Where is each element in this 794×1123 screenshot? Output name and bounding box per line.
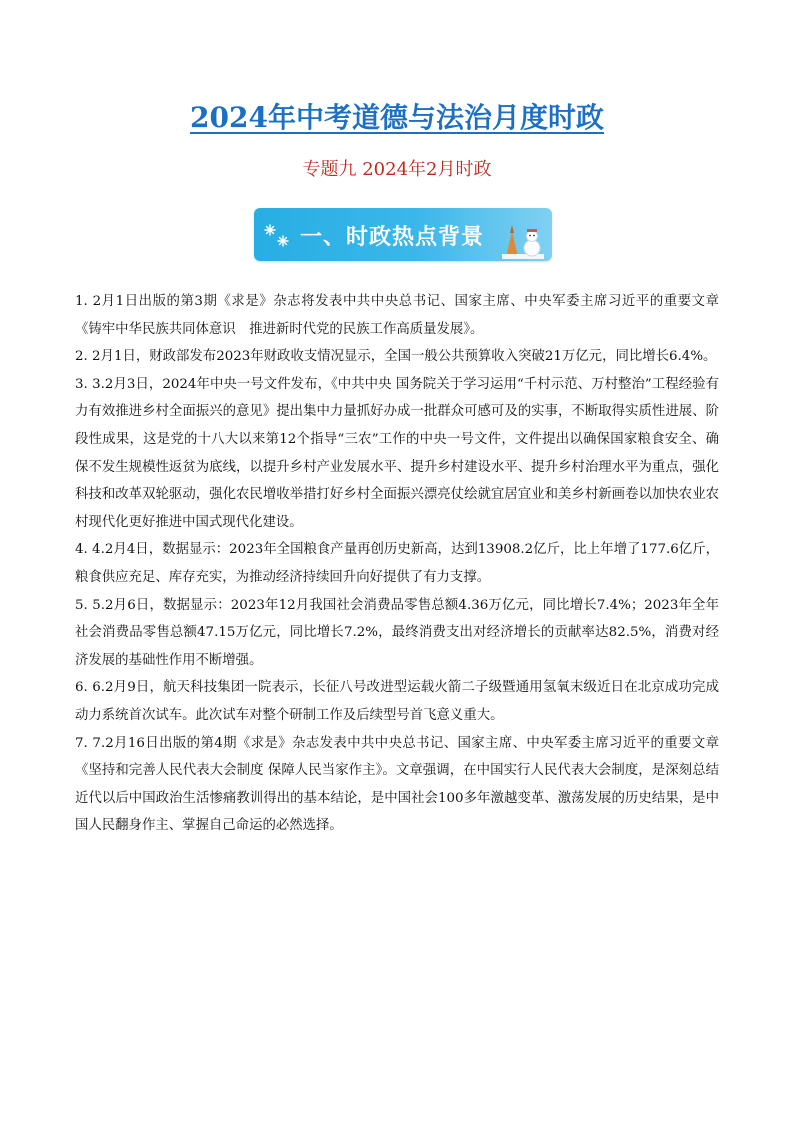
section-banner <box>254 208 552 261</box>
snowman-icon <box>524 229 540 256</box>
page-subtitle: 专题九 2024年2月时政 <box>302 159 492 180</box>
news-list <box>75 288 719 840</box>
news-item: 6. 6.2月9日，航天科技集团一院表示，长征八号改进型运载火箭二子级暨通用氢氧末级近日在北京成功完成动力系统首次试车。此次试车对整个研制工作及后续型号首飞意义重大。 <box>75 680 719 723</box>
section-banner-label: 一、时政热点背景 <box>300 225 485 250</box>
snowflake-icon <box>262 222 292 250</box>
news-item: 2. 2月1日，财政部发布2023年财政收支情况显示，全国一般公共预算收入突破21万亿元，同比增长6.4%。 <box>75 349 717 365</box>
news-item: 4. 4.2月4日，数据显示：2023年全国粮食产量再创历史新高，达到13908.2亿斤，比上年增了177.6亿斤，粮食供应充足、库存充实，为推动经济持续回升向好提供了有力支撑。 <box>75 542 719 585</box>
news-item: 1. 2月1日出版的第3期《求是》杂志将发表中共中央总书记、国家主席、中央军委主席习近平的重要文章《铸牢中华民族共同体意识 推进新时代党的民族工作高质量发展》。 <box>75 294 719 337</box>
page-title: 2024年中考道德与法治月度时政 <box>190 101 604 134</box>
news-item: 3. 3.2月3日，2024年中央一号文件发布，《中共中央 国务院关于学习运用“千村示范、万村整治”工程经验有力有效推进乡村全面振兴的意见》提出集中力量抓好办成一批群众可感可及的实事，不断取得实质性进展、阶段性成果，这是党的十八大以来第12个指导“三农”工作的中央一号文件，文件提出以确保国家粮食安全、确保不发生规模性返贫为底线，以提升乡村产业发展水平、提升乡村建设水平、提升乡村治理水平为重点，强化科技和改革双轮驱动，强化农民增收举措打好乡村全面振兴漂亮仗绘就宜居宜业和美乡村新画卷以加快农业农村现代化更好推进中国式现代化建设。 <box>75 376 719 530</box>
news-item: 7. 7.2月16日出版的第4期《求是》杂志发表中共中央总书记、国家主席、中央军委主席习近平的重要文章《坚持和完善人民代表大会制度 保障人民当家作主》。文章强调，在中国实行人民代表大会制度，是深刻总结近代以后中国政治生活惨痛教训得出的基本结论，是中国社会100多年激越变革、激荡发展的历史结果，是中国人民翻身作主、掌握自己命运的必然选择。 <box>75 735 719 834</box>
news-item: 5. 5.2月6日，数据显示：2023年12月我国社会消费品零售总额4.36万亿元，同比增长7.4%；2023年全年社会消费品零售总额47.15万亿元，同比增长7.2%，最终消费支出对经济增长的贡献率达82.5%，消费对经济发展的基础性作用不断增强。 <box>75 597 719 668</box>
tower-decoration-icon <box>500 221 546 259</box>
